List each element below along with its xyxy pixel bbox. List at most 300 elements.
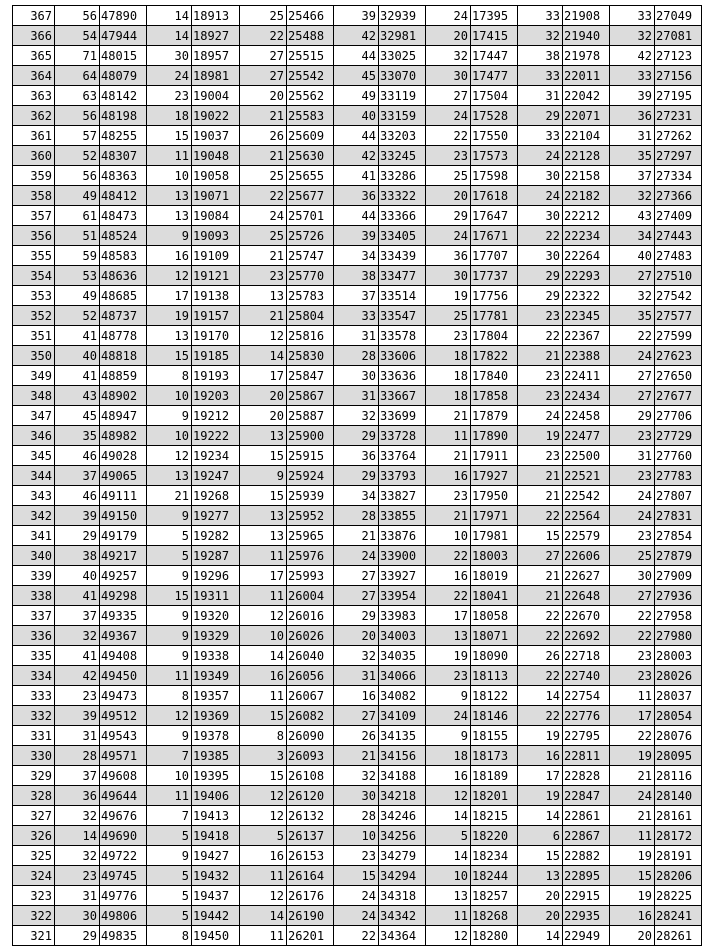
table-cell[interactable]: 26067 [287,686,334,706]
table-cell[interactable]: 34188 [379,766,426,786]
table-cell[interactable]: 23 [426,486,471,506]
table-cell[interactable]: 18113 [471,666,518,686]
table-cell[interactable]: 32 [334,646,379,666]
table-cell[interactable]: 27483 [655,246,702,266]
table-cell[interactable]: 25 [610,546,655,566]
table-cell[interactable]: 350 [13,346,55,366]
table-cell[interactable]: 22915 [563,886,610,906]
table-cell[interactable]: 22477 [563,426,610,446]
table-cell[interactable]: 14 [240,346,287,366]
table-cell[interactable]: 24 [334,886,379,906]
table-cell[interactable]: 10 [240,626,287,646]
table-cell[interactable]: 19212 [192,406,240,426]
table-cell[interactable]: 52 [55,306,100,326]
table-cell[interactable]: 18146 [471,706,518,726]
table-cell[interactable]: 26108 [287,766,334,786]
table-cell[interactable]: 49644 [100,786,147,806]
table-cell[interactable]: 22521 [563,466,610,486]
table-cell[interactable]: 31 [334,326,379,346]
table-cell[interactable]: 321 [13,926,55,946]
table-cell[interactable]: 22 [518,326,563,346]
table-cell[interactable]: 22 [518,626,563,646]
table-cell[interactable]: 32 [55,846,100,866]
table-cell[interactable]: 32 [55,806,100,826]
table-cell[interactable]: 30 [518,206,563,226]
table-cell[interactable]: 24 [610,786,655,806]
table-cell[interactable]: 48982 [100,426,147,446]
table-cell[interactable]: 15 [518,846,563,866]
table-cell[interactable]: 19369 [192,706,240,726]
table-cell[interactable]: 19450 [192,926,240,946]
table-cell[interactable]: 48636 [100,266,147,286]
table-cell[interactable]: 27123 [655,46,702,66]
table-cell[interactable]: 329 [13,766,55,786]
table-cell[interactable]: 9 [426,726,471,746]
table-cell[interactable]: 25 [240,226,287,246]
table-cell[interactable]: 33159 [379,106,426,126]
table-cell[interactable]: 24 [610,486,655,506]
table-cell[interactable]: 338 [13,586,55,606]
table-cell[interactable]: 19338 [192,646,240,666]
table-cell[interactable]: 29 [610,406,655,426]
table-cell[interactable]: 337 [13,606,55,626]
table-cell[interactable]: 22345 [563,306,610,326]
table-cell[interactable]: 27 [610,266,655,286]
table-cell[interactable]: 22935 [563,906,610,926]
table-cell[interactable]: 49065 [100,466,147,486]
table-cell[interactable]: 5 [147,826,192,846]
table-cell[interactable]: 16 [240,666,287,686]
table-cell[interactable]: 26 [334,726,379,746]
table-cell[interactable]: 22847 [563,786,610,806]
table-cell[interactable]: 364 [13,66,55,86]
table-cell[interactable]: 49 [334,86,379,106]
table-cell[interactable]: 12 [240,786,287,806]
table-cell[interactable]: 17 [240,366,287,386]
table-cell[interactable]: 33667 [379,386,426,406]
table-cell[interactable]: 26093 [287,746,334,766]
table-cell[interactable]: 31 [334,666,379,686]
table-cell[interactable]: 22 [518,666,563,686]
table-cell[interactable]: 20 [426,26,471,46]
table-cell[interactable]: 18257 [471,886,518,906]
table-cell[interactable]: 19437 [192,886,240,906]
table-cell[interactable]: 26004 [287,586,334,606]
table-cell[interactable]: 48778 [100,326,147,346]
table-cell[interactable]: 18244 [471,866,518,886]
table-cell[interactable]: 24 [147,66,192,86]
table-cell[interactable]: 21 [610,806,655,826]
table-cell[interactable]: 25993 [287,566,334,586]
table-cell[interactable]: 57 [55,126,100,146]
table-cell[interactable]: 39 [334,6,379,26]
table-cell[interactable]: 20 [518,886,563,906]
table-cell[interactable]: 19 [426,646,471,666]
table-cell[interactable]: 13 [518,866,563,886]
table-cell[interactable]: 18019 [471,566,518,586]
table-cell[interactable]: 19329 [192,626,240,646]
table-cell[interactable]: 12 [147,446,192,466]
table-cell[interactable]: 6 [518,826,563,846]
table-cell[interactable]: 22 [518,706,563,726]
table-cell[interactable]: 11 [147,146,192,166]
table-cell[interactable]: 49806 [100,906,147,926]
table-cell[interactable]: 27 [240,66,287,86]
table-cell[interactable]: 22293 [563,266,610,286]
table-cell[interactable]: 25965 [287,526,334,546]
table-cell[interactable]: 18058 [471,606,518,626]
table-cell[interactable]: 22071 [563,106,610,126]
table-cell[interactable]: 358 [13,186,55,206]
table-cell[interactable]: 25783 [287,286,334,306]
table-cell[interactable]: 21 [518,586,563,606]
table-cell[interactable]: 34003 [379,626,426,646]
table-cell[interactable]: 32 [610,286,655,306]
table-cell[interactable]: 22 [518,606,563,626]
table-cell[interactable]: 27729 [655,426,702,446]
table-cell[interactable]: 27049 [655,6,702,26]
table-cell[interactable]: 19287 [192,546,240,566]
table-cell[interactable]: 22182 [563,186,610,206]
table-cell[interactable]: 9 [147,606,192,626]
table-cell[interactable]: 27156 [655,66,702,86]
table-cell[interactable]: 28191 [655,846,702,866]
table-cell[interactable]: 27510 [655,266,702,286]
table-cell[interactable]: 21 [240,146,287,166]
table-cell[interactable]: 19 [518,726,563,746]
table-cell[interactable]: 32 [518,26,563,46]
table-cell[interactable]: 29 [334,426,379,446]
table-cell[interactable]: 34342 [379,906,426,926]
table-cell[interactable]: 339 [13,566,55,586]
table-cell[interactable]: 36 [55,786,100,806]
table-cell[interactable]: 34256 [379,826,426,846]
table-cell[interactable]: 8 [240,726,287,746]
table-cell[interactable]: 41 [55,366,100,386]
table-cell[interactable]: 13 [240,286,287,306]
table-cell[interactable]: 17504 [471,86,518,106]
table-cell[interactable]: 352 [13,306,55,326]
table-cell[interactable]: 19442 [192,906,240,926]
table-cell[interactable]: 331 [13,726,55,746]
table-cell[interactable]: 17550 [471,126,518,146]
table-cell[interactable]: 19170 [192,326,240,346]
table-cell[interactable]: 16 [426,766,471,786]
table-cell[interactable]: 19 [610,746,655,766]
table-cell[interactable]: 39 [55,506,100,526]
table-cell[interactable]: 27980 [655,626,702,646]
table-cell[interactable]: 31 [55,726,100,746]
table-cell[interactable]: 47890 [100,6,147,26]
table-cell[interactable]: 19234 [192,446,240,466]
table-cell[interactable]: 63 [55,86,100,106]
table-cell[interactable]: 30 [426,66,471,86]
table-cell[interactable]: 30 [518,166,563,186]
table-cell[interactable]: 356 [13,226,55,246]
table-cell[interactable]: 27 [240,46,287,66]
table-cell[interactable]: 49179 [100,526,147,546]
table-cell[interactable]: 27706 [655,406,702,426]
table-cell[interactable]: 27807 [655,486,702,506]
table-cell[interactable]: 9 [426,686,471,706]
table-cell[interactable]: 19432 [192,866,240,886]
table-cell[interactable]: 19277 [192,506,240,526]
table-cell[interactable]: 28 [334,346,379,366]
table-cell[interactable]: 26026 [287,626,334,646]
table-cell[interactable]: 328 [13,786,55,806]
table-cell[interactable]: 14 [240,906,287,926]
table-cell[interactable]: 22740 [563,666,610,686]
table-cell[interactable]: 18071 [471,626,518,646]
table-cell[interactable]: 18234 [471,846,518,866]
table-cell[interactable]: 23 [518,446,563,466]
table-cell[interactable]: 34082 [379,686,426,706]
table-cell[interactable]: 21978 [563,46,610,66]
table-cell[interactable]: 38 [518,46,563,66]
table-cell[interactable]: 25830 [287,346,334,366]
table-cell[interactable]: 17707 [471,246,518,266]
table-cell[interactable]: 42 [55,666,100,686]
table-cell[interactable]: 25816 [287,326,334,346]
table-cell[interactable]: 27443 [655,226,702,246]
table-cell[interactable]: 30 [55,906,100,926]
table-cell[interactable]: 22 [426,586,471,606]
table-cell[interactable]: 27262 [655,126,702,146]
table-cell[interactable]: 33764 [379,446,426,466]
table-cell[interactable]: 20 [240,406,287,426]
table-cell[interactable]: 17415 [471,26,518,46]
table-cell[interactable]: 17 [610,706,655,726]
table-cell[interactable]: 9 [147,226,192,246]
table-cell[interactable]: 335 [13,646,55,666]
table-cell[interactable]: 41 [334,166,379,186]
table-cell[interactable]: 32939 [379,6,426,26]
table-cell[interactable]: 17756 [471,286,518,306]
table-cell[interactable]: 22861 [563,806,610,826]
table-cell[interactable]: 10 [334,826,379,846]
table-cell[interactable]: 30 [147,46,192,66]
table-cell[interactable]: 15 [610,866,655,886]
table-cell[interactable]: 33547 [379,306,426,326]
table-cell[interactable]: 22 [334,926,379,946]
table-cell[interactable]: 15 [147,126,192,146]
table-cell[interactable]: 11 [426,906,471,926]
table-cell[interactable]: 22648 [563,586,610,606]
table-cell[interactable]: 48947 [100,406,147,426]
table-cell[interactable]: 18 [426,366,471,386]
table-cell[interactable]: 27297 [655,146,702,166]
table-cell[interactable]: 39 [334,226,379,246]
table-cell[interactable]: 22627 [563,566,610,586]
table-cell[interactable]: 23 [518,366,563,386]
table-cell[interactable]: 39 [610,86,655,106]
table-cell[interactable]: 14 [240,646,287,666]
table-cell[interactable]: 342 [13,506,55,526]
table-cell[interactable]: 48685 [100,286,147,306]
table-cell[interactable]: 32981 [379,26,426,46]
table-cell[interactable]: 19093 [192,226,240,246]
table-cell[interactable]: 49473 [100,686,147,706]
table-cell[interactable]: 12 [240,886,287,906]
table-cell[interactable]: 54 [55,26,100,46]
table-cell[interactable]: 15 [147,346,192,366]
table-cell[interactable]: 24 [426,226,471,246]
table-cell[interactable]: 19138 [192,286,240,306]
table-cell[interactable]: 24 [426,106,471,126]
table-cell[interactable]: 33070 [379,66,426,86]
table-cell[interactable]: 23 [518,306,563,326]
table-cell[interactable]: 15 [518,526,563,546]
table-cell[interactable]: 25976 [287,546,334,566]
table-cell[interactable]: 12 [240,606,287,626]
table-cell[interactable]: 22322 [563,286,610,306]
table-cell[interactable]: 44 [334,126,379,146]
table-cell[interactable]: 22367 [563,326,610,346]
table-cell[interactable]: 56 [55,6,100,26]
table-cell[interactable]: 17781 [471,306,518,326]
table-cell[interactable]: 341 [13,526,55,546]
table-cell[interactable]: 351 [13,326,55,346]
table-cell[interactable]: 17911 [471,446,518,466]
table-cell[interactable]: 19418 [192,826,240,846]
table-cell[interactable]: 41 [55,646,100,666]
table-cell[interactable]: 28054 [655,706,702,726]
table-cell[interactable]: 27936 [655,586,702,606]
table-cell[interactable]: 27195 [655,86,702,106]
table-cell[interactable]: 18155 [471,726,518,746]
table-cell[interactable]: 16 [426,566,471,586]
table-cell[interactable]: 21 [518,466,563,486]
table-cell[interactable]: 22718 [563,646,610,666]
table-cell[interactable]: 25915 [287,446,334,466]
table-cell[interactable]: 30 [334,366,379,386]
table-cell[interactable]: 30 [610,566,655,586]
table-cell[interactable]: 21 [426,506,471,526]
table-cell[interactable]: 51 [55,226,100,246]
table-cell[interactable]: 34 [610,226,655,246]
table-cell[interactable]: 10 [147,766,192,786]
table-cell[interactable]: 18 [426,386,471,406]
table-cell[interactable]: 19378 [192,726,240,746]
table-cell[interactable]: 33728 [379,426,426,446]
table-cell[interactable]: 19 [147,306,192,326]
table-cell[interactable]: 15 [147,586,192,606]
table-cell[interactable]: 48079 [100,66,147,86]
table-cell[interactable]: 17858 [471,386,518,406]
table-cell[interactable]: 26132 [287,806,334,826]
table-cell[interactable]: 12 [147,706,192,726]
table-cell[interactable]: 19 [610,886,655,906]
table-cell[interactable]: 19 [518,786,563,806]
table-cell[interactable]: 22 [426,546,471,566]
table-cell[interactable]: 11 [240,866,287,886]
table-cell[interactable]: 13 [240,426,287,446]
table-cell[interactable]: 31 [610,126,655,146]
table-cell[interactable]: 24 [610,506,655,526]
table-cell[interactable]: 23 [518,386,563,406]
table-cell[interactable]: 14 [426,806,471,826]
table-cell[interactable]: 22579 [563,526,610,546]
table-cell[interactable]: 33927 [379,566,426,586]
table-cell[interactable]: 28037 [655,686,702,706]
table-cell[interactable]: 26040 [287,646,334,666]
table-cell[interactable]: 15 [240,486,287,506]
table-cell[interactable]: 19 [518,426,563,446]
table-cell[interactable]: 34035 [379,646,426,666]
table-cell[interactable]: 28 [55,746,100,766]
table-cell[interactable]: 17927 [471,466,518,486]
table-cell[interactable]: 17598 [471,166,518,186]
table-cell[interactable]: 25542 [287,66,334,86]
table-cell[interactable]: 10 [147,386,192,406]
table-cell[interactable]: 34135 [379,726,426,746]
table-cell[interactable]: 34156 [379,746,426,766]
table-cell[interactable]: 27958 [655,606,702,626]
table-cell[interactable]: 22 [240,26,287,46]
table-cell[interactable]: 27760 [655,446,702,466]
table-cell[interactable]: 348 [13,386,55,406]
table-cell[interactable]: 367 [13,6,55,26]
table-cell[interactable]: 25952 [287,506,334,526]
table-cell[interactable]: 366 [13,26,55,46]
table-cell[interactable]: 40 [55,566,100,586]
table-cell[interactable]: 20 [240,86,287,106]
table-cell[interactable]: 17618 [471,186,518,206]
table-cell[interactable]: 38 [55,546,100,566]
table-cell[interactable]: 32 [55,626,100,646]
table-cell[interactable]: 19048 [192,146,240,166]
table-cell[interactable]: 5 [147,526,192,546]
table-cell[interactable]: 27577 [655,306,702,326]
table-cell[interactable]: 19413 [192,806,240,826]
table-cell[interactable]: 18215 [471,806,518,826]
table-cell[interactable]: 19268 [192,486,240,506]
table-cell[interactable]: 48255 [100,126,147,146]
table-cell[interactable]: 48198 [100,106,147,126]
table-cell[interactable]: 23 [147,86,192,106]
table-cell[interactable]: 27677 [655,386,702,406]
table-cell[interactable]: 28 [334,506,379,526]
table-cell[interactable]: 27 [334,566,379,586]
table-cell[interactable]: 36 [334,186,379,206]
table-cell[interactable]: 22564 [563,506,610,526]
table-cell[interactable]: 49408 [100,646,147,666]
table-cell[interactable]: 18189 [471,766,518,786]
table-cell[interactable]: 5 [426,826,471,846]
table-cell[interactable]: 28026 [655,666,702,686]
table-cell[interactable]: 22500 [563,446,610,466]
table-cell[interactable]: 19121 [192,266,240,286]
table-cell[interactable]: 33 [610,66,655,86]
table-cell[interactable]: 33900 [379,546,426,566]
table-cell[interactable]: 17 [147,286,192,306]
table-cell[interactable]: 33855 [379,506,426,526]
table-cell[interactable]: 28003 [655,646,702,666]
table-cell[interactable]: 11 [240,926,287,946]
table-cell[interactable]: 19222 [192,426,240,446]
table-cell[interactable]: 34109 [379,706,426,726]
table-cell[interactable]: 19357 [192,686,240,706]
table-cell[interactable]: 23 [55,866,100,886]
table-cell[interactable]: 25804 [287,306,334,326]
table-cell[interactable]: 25488 [287,26,334,46]
table-cell[interactable]: 27542 [655,286,702,306]
table-cell[interactable]: 22 [610,606,655,626]
table-cell[interactable]: 334 [13,666,55,686]
table-cell[interactable]: 19311 [192,586,240,606]
table-cell[interactable]: 61 [55,206,100,226]
table-cell[interactable]: 17879 [471,406,518,426]
